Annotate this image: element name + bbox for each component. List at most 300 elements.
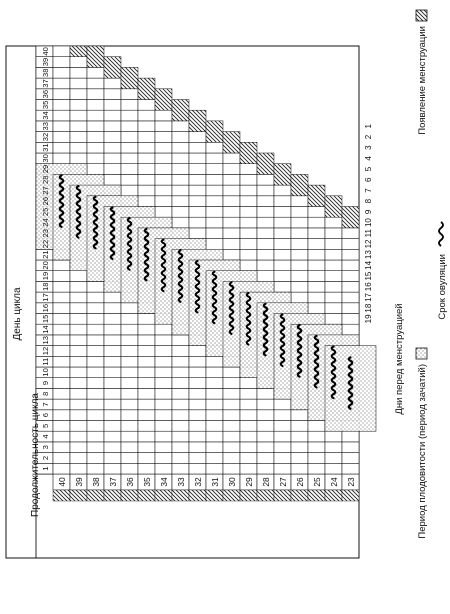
menstruation-cell (291, 490, 308, 501)
day-cell (257, 174, 274, 185)
day-cell (325, 463, 342, 474)
days-before-menses-number: 14 (364, 260, 373, 270)
menstruation-cell (223, 490, 240, 501)
day-cell (342, 314, 359, 325)
day-cell (189, 463, 206, 474)
day-cell (138, 399, 155, 410)
day-cell (87, 335, 104, 346)
day-cell (206, 421, 223, 432)
day-cell (104, 121, 121, 132)
next-menstruation-cell (104, 57, 121, 78)
menstruation-cell (325, 490, 342, 501)
day-cell (155, 421, 172, 432)
menstruation-cell (138, 490, 155, 501)
day-cell (53, 346, 70, 357)
cycle-length-label: 30 (227, 477, 237, 487)
menstruation-cell (172, 490, 189, 501)
next-menstruation-cell (257, 153, 274, 174)
day-cell (308, 442, 325, 453)
day-number-label: 31 (41, 143, 50, 152)
day-cell (206, 399, 223, 410)
day-cell (121, 121, 138, 132)
day-cell (70, 431, 87, 442)
day-cell (53, 324, 70, 335)
day-cell (121, 164, 138, 175)
day-number-label: 17 (41, 293, 50, 302)
day-cell (53, 410, 70, 421)
day-cell (104, 356, 121, 367)
day-cell (189, 378, 206, 389)
day-number-label: 11 (41, 357, 50, 366)
day-cell (104, 142, 121, 153)
day-cell (104, 132, 121, 143)
day-cell (274, 207, 291, 218)
day-cell (155, 164, 172, 175)
day-cell (138, 442, 155, 453)
day-cell (70, 281, 87, 292)
day-cell (70, 57, 87, 68)
next-menstruation-cell (87, 46, 104, 67)
day-number-label: 28 (41, 175, 50, 184)
day-cell (257, 388, 274, 399)
day-cell (121, 335, 138, 346)
days-before-menses-number: 2 (364, 134, 373, 140)
cycle-length-label: 25 (312, 477, 322, 487)
day-cell (87, 399, 104, 410)
day-cell (104, 399, 121, 410)
days-before-menses-number: 12 (364, 239, 373, 249)
days-before-menses-number: 16 (364, 282, 373, 292)
day-cell (223, 388, 240, 399)
day-cell (53, 399, 70, 410)
next-menstruation-cell (274, 164, 291, 185)
cycle-length-label: 24 (329, 477, 339, 487)
day-cell (104, 292, 121, 303)
day-cell (206, 185, 223, 196)
menstruation-cell (53, 490, 70, 501)
day-cell (138, 367, 155, 378)
days-before-menses-number: 15 (364, 271, 373, 281)
cycle-length-label: 35 (142, 477, 152, 487)
day-cell (87, 367, 104, 378)
day-cell (70, 421, 87, 432)
day-cell (172, 421, 189, 432)
day-cell (342, 228, 359, 239)
day-cell (53, 132, 70, 143)
day-cell (53, 46, 70, 57)
next-menstruation-cell (342, 207, 359, 228)
day-cell (291, 196, 308, 207)
days-before-menses-number: 17 (364, 292, 373, 302)
day-cell (206, 142, 223, 153)
day-cell (104, 346, 121, 357)
day-cell (189, 453, 206, 464)
legend-fertile-swatch (416, 348, 427, 359)
cycle-length-label: 33 (176, 477, 186, 487)
day-number-label: 5 (41, 423, 50, 428)
day-cell (223, 378, 240, 389)
day-cell (70, 121, 87, 132)
day-cell (53, 463, 70, 474)
day-cell (240, 421, 257, 432)
day-cell (257, 196, 274, 207)
day-cell (240, 399, 257, 410)
day-cell (138, 132, 155, 143)
day-cell (70, 132, 87, 143)
day-cell (121, 132, 138, 143)
day-cell (274, 281, 291, 292)
day-number-label: 19 (41, 271, 50, 281)
day-cell (189, 142, 206, 153)
day-cell (172, 463, 189, 474)
day-cell (70, 378, 87, 389)
day-cell (138, 164, 155, 175)
day-cell (155, 174, 172, 185)
day-cell (206, 153, 223, 164)
day-cell (121, 346, 138, 357)
day-cell (121, 367, 138, 378)
day-cell (104, 100, 121, 111)
day-cell (155, 132, 172, 143)
day-cell (325, 303, 342, 314)
day-cell (121, 153, 138, 164)
day-cell (240, 174, 257, 185)
day-cell (172, 207, 189, 218)
day-cell (87, 164, 104, 175)
day-cell (104, 367, 121, 378)
day-number-label: 32 (41, 132, 50, 142)
day-number-label: 38 (41, 68, 50, 77)
next-menstruation-cell (308, 185, 325, 206)
day-cell (155, 367, 172, 378)
day-number-label: 27 (41, 186, 50, 195)
day-cell (53, 110, 70, 121)
day-cell (223, 174, 240, 185)
day-cell (172, 399, 189, 410)
day-cell (53, 100, 70, 111)
menstruation-cell (155, 490, 172, 501)
day-cell (121, 174, 138, 185)
day-cell (342, 281, 359, 292)
day-cell (189, 442, 206, 453)
day-cell (104, 378, 121, 389)
day-cell (121, 324, 138, 335)
day-cell (155, 207, 172, 218)
day-cell (172, 378, 189, 389)
day-cell (189, 174, 206, 185)
cycle-length-label: 32 (193, 477, 203, 487)
axis-cycle-length-label: Продолжительность цикла (30, 393, 41, 517)
days-before-menses-number: 9 (364, 209, 373, 215)
day-cell (189, 421, 206, 432)
day-cell (223, 463, 240, 474)
day-cell (274, 271, 291, 282)
day-cell (206, 217, 223, 228)
day-cell (274, 185, 291, 196)
day-cell (70, 303, 87, 314)
next-menstruation-cell (189, 110, 206, 131)
day-cell (87, 324, 104, 335)
day-cell (53, 260, 70, 271)
day-cell (121, 185, 138, 196)
day-cell (308, 217, 325, 228)
day-cell (104, 388, 121, 399)
day-number-label: 34 (41, 111, 50, 120)
day-cell (70, 142, 87, 153)
day-cell (70, 463, 87, 474)
day-cell (325, 292, 342, 303)
day-cell (172, 164, 189, 175)
day-number-label: 30 (41, 154, 50, 163)
day-cell (138, 388, 155, 399)
day-cell (155, 463, 172, 474)
day-cell (240, 185, 257, 196)
day-cell (274, 442, 291, 453)
day-cell (121, 399, 138, 410)
day-cell (70, 442, 87, 453)
day-cell (206, 356, 223, 367)
day-cell (87, 110, 104, 121)
day-cell (104, 431, 121, 442)
day-number-label: 1 (41, 466, 50, 471)
day-cell (138, 356, 155, 367)
day-cell (70, 292, 87, 303)
day-cell (342, 324, 359, 335)
day-cell (308, 281, 325, 292)
day-cell (274, 260, 291, 271)
day-number-label: 9 (41, 380, 50, 386)
day-number-label: 2 (41, 455, 50, 461)
day-cell (206, 174, 223, 185)
day-cell (189, 217, 206, 228)
header-cycle-day: День цикла (12, 287, 23, 341)
day-cell (189, 153, 206, 164)
day-cell (308, 260, 325, 271)
day-cell (70, 388, 87, 399)
day-cell (138, 314, 155, 325)
day-cell (138, 110, 155, 121)
day-cell (70, 78, 87, 89)
day-cell (87, 281, 104, 292)
day-cell (189, 346, 206, 357)
next-menstruation-cell (325, 196, 342, 217)
day-cell (104, 174, 121, 185)
cycle-length-label: 34 (159, 477, 169, 487)
day-cell (138, 378, 155, 389)
legend-ovulation-icon (439, 222, 443, 246)
day-cell (223, 228, 240, 239)
day-cell (257, 453, 274, 464)
day-cell (206, 431, 223, 442)
day-cell (206, 378, 223, 389)
day-cell (342, 431, 359, 442)
days-before-menses-number: 13 (364, 250, 373, 260)
day-cell (172, 356, 189, 367)
day-cell (223, 207, 240, 218)
day-cell (342, 463, 359, 474)
day-cell (87, 378, 104, 389)
day-cell (155, 431, 172, 442)
day-number-label: 35 (41, 100, 50, 110)
day-number-label: 25 (41, 207, 50, 217)
next-menstruation-cell (223, 132, 240, 153)
day-cell (291, 228, 308, 239)
cycle-length-label: 37 (108, 477, 118, 487)
days-before-menses-number: 1 (364, 124, 373, 129)
day-cell (308, 228, 325, 239)
day-cell (342, 303, 359, 314)
day-cell (223, 164, 240, 175)
day-cell (104, 314, 121, 325)
day-cell (138, 100, 155, 111)
day-cell (240, 260, 257, 271)
day-cell (189, 388, 206, 399)
day-cell (104, 110, 121, 121)
day-cell (104, 324, 121, 335)
day-cell (53, 356, 70, 367)
day-cell (87, 89, 104, 100)
day-cell (121, 410, 138, 421)
day-cell (240, 217, 257, 228)
day-cell (87, 346, 104, 357)
axis-days-before-menses-label: Дни перед менструацией (394, 303, 405, 415)
cycle-length-label: 29 (244, 477, 254, 487)
day-cell (291, 207, 308, 218)
day-cell (172, 174, 189, 185)
cycle-length-label: 27 (278, 477, 288, 487)
day-cell (53, 314, 70, 325)
day-cell (155, 121, 172, 132)
day-cell (53, 453, 70, 464)
day-cell (138, 335, 155, 346)
day-cell (342, 292, 359, 303)
day-number-label: 3 (41, 445, 50, 450)
day-cell (223, 239, 240, 250)
day-number-label: 39 (41, 57, 50, 67)
menstruation-cell (274, 490, 291, 501)
day-cell (291, 421, 308, 432)
day-cell (53, 142, 70, 153)
day-cell (308, 271, 325, 282)
day-cell (291, 249, 308, 260)
day-cell (223, 153, 240, 164)
day-cell (155, 399, 172, 410)
day-cell (53, 421, 70, 432)
day-cell (206, 207, 223, 218)
day-cell (274, 239, 291, 250)
day-cell (155, 142, 172, 153)
day-cell (121, 314, 138, 325)
day-cell (172, 142, 189, 153)
days-before-menses-number: 8 (364, 198, 373, 204)
day-cell (223, 453, 240, 464)
day-cell (240, 164, 257, 175)
day-cell (172, 132, 189, 143)
day-cell (325, 271, 342, 282)
day-cell (155, 324, 172, 335)
day-cell (172, 185, 189, 196)
day-cell (240, 378, 257, 389)
legend-menstruation-swatch (416, 10, 427, 21)
day-cell (223, 442, 240, 453)
day-number-label: 21 (41, 250, 50, 259)
day-number-label: 4 (41, 434, 50, 439)
day-cell (342, 239, 359, 250)
day-number-label: 36 (41, 89, 50, 99)
day-cell (87, 142, 104, 153)
day-cell (87, 356, 104, 367)
day-cell (172, 442, 189, 453)
day-cell (87, 132, 104, 143)
day-number-label: 33 (41, 122, 50, 131)
day-cell (172, 196, 189, 207)
day-cell (274, 463, 291, 474)
day-cell (172, 453, 189, 464)
cycle-length-label: 26 (295, 477, 305, 487)
day-cell (53, 89, 70, 100)
day-cell (104, 164, 121, 175)
day-number-label: 16 (41, 303, 50, 313)
day-cell (325, 314, 342, 325)
day-cell (257, 431, 274, 442)
day-cell (53, 431, 70, 442)
cycle-length-label: 36 (125, 477, 135, 487)
day-cell (291, 431, 308, 442)
day-cell (155, 356, 172, 367)
day-cell (291, 271, 308, 282)
day-cell (104, 421, 121, 432)
day-cell (257, 249, 274, 260)
day-cell (342, 249, 359, 260)
day-cell (138, 142, 155, 153)
day-cell (104, 410, 121, 421)
day-cell (308, 207, 325, 218)
day-cell (70, 271, 87, 282)
days-before-menses-number: 19 (364, 314, 373, 324)
day-cell (121, 378, 138, 389)
day-number-label: 10 (41, 368, 50, 377)
day-cell (240, 410, 257, 421)
day-cell (206, 463, 223, 474)
day-cell (121, 463, 138, 474)
day-cell (138, 185, 155, 196)
day-cell (274, 453, 291, 464)
day-cell (240, 442, 257, 453)
day-cell (274, 196, 291, 207)
day-number-label: 7 (41, 402, 50, 407)
day-cell (274, 421, 291, 432)
menstruation-cell (104, 490, 121, 501)
menstruation-cell (206, 490, 223, 501)
day-number-label: 22 (41, 239, 50, 249)
day-cell (189, 164, 206, 175)
days-before-menses-number: 11 (364, 229, 373, 238)
day-cell (257, 239, 274, 250)
day-cell (121, 303, 138, 314)
day-cell (223, 367, 240, 378)
day-cell (138, 431, 155, 442)
day-cell (87, 442, 104, 453)
day-cell (87, 121, 104, 132)
day-cell (53, 57, 70, 68)
day-cell (53, 442, 70, 453)
day-cell (274, 217, 291, 228)
cycle-length-label: 38 (91, 477, 101, 487)
day-cell (70, 89, 87, 100)
day-cell (53, 271, 70, 282)
day-cell (87, 388, 104, 399)
day-cell (155, 442, 172, 453)
